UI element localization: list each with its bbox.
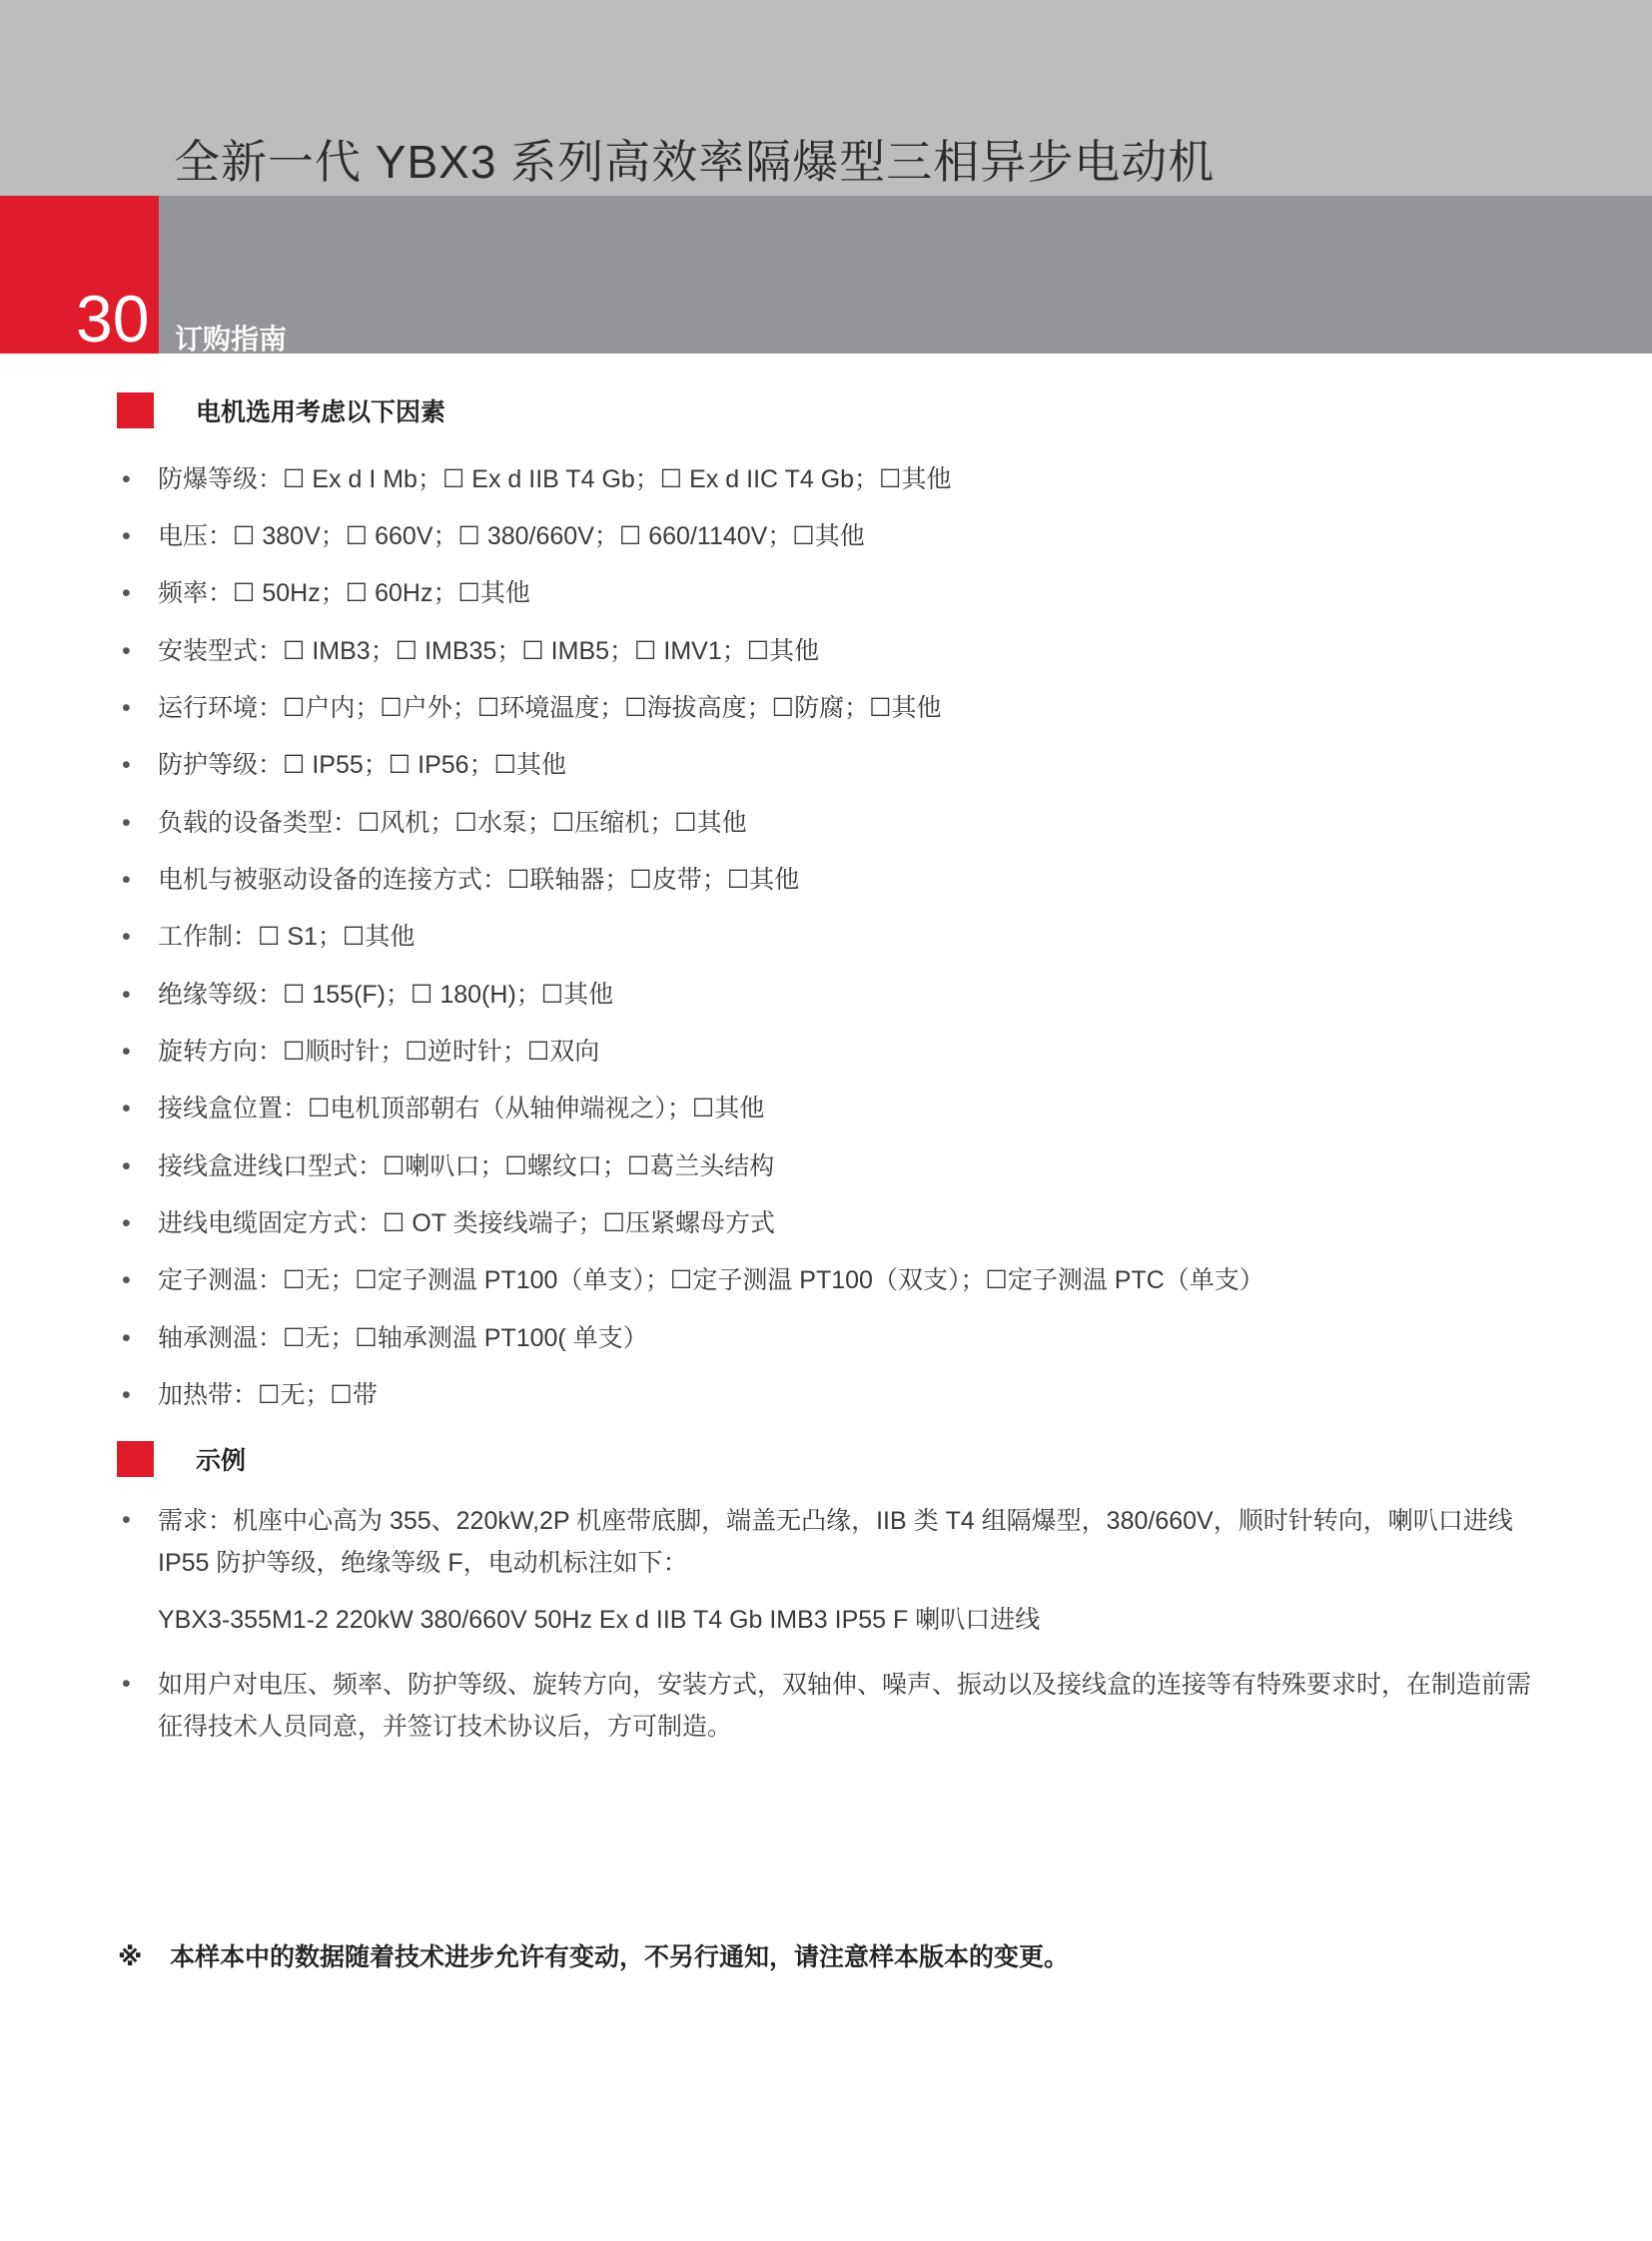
bullet-icon: • [122,1209,131,1237]
red-square-marker [117,392,154,428]
bullet-icon: • [122,1038,131,1066]
bullet-icon: • [122,1324,131,1352]
bullet-icon: • [122,637,131,665]
page-title: 全新一代 YBX3 系列高效率隔爆型三相异步电动机 [174,136,1216,188]
bullet-icon: • [122,866,131,894]
bullet-icon: • [122,1152,131,1180]
bullet-icon: • [122,751,131,779]
bullet-icon: • [122,1381,131,1409]
section-title: 订购指南 [175,324,288,355]
bullet-icon: • [122,923,131,951]
red-square-marker [117,1441,154,1477]
bullet-icon: • [122,981,131,1009]
bullet-icon: • [122,465,131,493]
special-requirements-note: 如用户对电压、频率、防护等级、旋转方向，安装方式，双轴伸、噪声、振动以及接线盒的连接等有特殊要求时，在制造前需征得技术人员同意，并签订技术协议后，方可制造。 [158,1671,1532,1741]
footer-note [118,1937,1069,1973]
example-model-code: YBX3-355M1-2 220kW 380/660V 50Hz Ex d IIB T4 Gb IMB3 IP55 F 喇叭口进线 [158,1606,1041,1634]
bullet-icon: • [122,1266,131,1294]
factors-heading-text: 电机选用考虑以下因素 [196,398,446,426]
bullet-icon: • [122,1095,131,1122]
example-heading-text: 示例 [196,1447,247,1475]
factors-heading [117,392,445,428]
bullet-icon: • [122,694,131,722]
bullet-icon: • [122,809,131,837]
bullet-icon: • [122,579,131,607]
example-requirement: 需求：机座中心高为 355、220kW,2P 机座带底脚，端盖无凸缘，IIB 类 T4 组隔爆型，380/660V，顺时针转向，喇叭口进线IP55 防护等级，绝缘等级 F，电动机标注如下： [158,1507,1513,1577]
reference-mark-icon: ※ [118,1943,143,1971]
example-heading [117,1441,246,1477]
page-number: 30 [76,282,150,356]
bullet-icon: • [122,522,131,550]
footer-note-text: 本样本中的数据随着技术进步允许有变动，不另行通知，请注意样本版本的变更。 [170,1943,1070,1971]
